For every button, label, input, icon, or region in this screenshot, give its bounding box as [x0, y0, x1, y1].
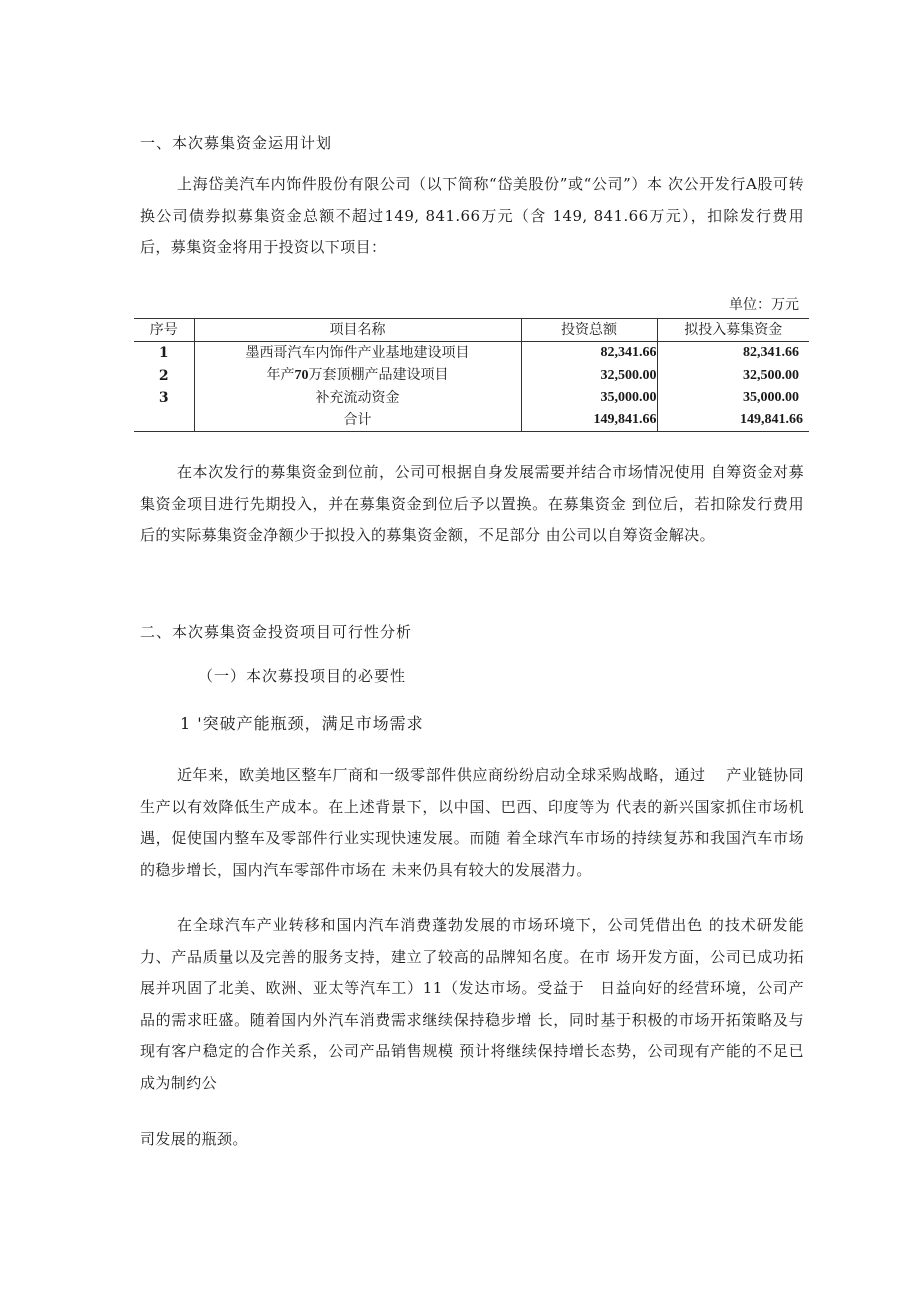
section-2-paragraph-2: 在全球汽车产业转移和国内汽车消费蓬勃发展的市场环境下，公司凭借出色 的技术研发能力、产品质量以及完善的服务支持，建立了较高的品牌知名度。在市 场开发方面，公司已成功拓展并巩固了北美、欧洲、亚太等汽车工）11（发达市场。受益于 日益向好的经营环境，公司产品的需求旺盛。随着国内外汽车消费需求继续保持稳步增 长，同时基于积极的市场开拓策略及与现有客户稳定的合作关系，公司产品销售规模 预计将继续保持增长态势，公司现有产能的不足已成为制约公: [140, 916, 804, 1092]
table-header-row: [134, 319, 809, 342]
section-2-subheading: （一）本次募投项目的必要性: [198, 667, 407, 685]
row-total: 35,000.00: [521, 387, 657, 409]
header-project-name: 项目名称: [194, 319, 521, 342]
row-seq: 3: [158, 390, 169, 406]
row-total-label: 合计: [194, 409, 521, 432]
header-raised-funds: 拟投入募集资金: [657, 319, 809, 342]
section-2-paragraph-2-tail: 司发展的瓶颈。: [140, 1130, 248, 1148]
section-2-paragraph-1: 近年来，欧美地区整车厂商和一级零部件供应商纷纷启动全球采购战略，通过 产业链协同生产以有效降低生产成本。在上述背景下，以中国、巴西、印度等为 代表的新兴国家抓住市场机遇，促使国内整车及零部件行业实现快速发展。而随 着全球汽车市场的持续复苏和我国汽车市场的稳步增长，国内汽车零部件市场在 未来仍具有较大的发展潜力。: [140, 766, 804, 879]
section-2-heading: 二、本次募集资金投资项目可行性分析: [140, 623, 413, 641]
table-unit-label: 单位：万元: [729, 297, 799, 313]
section-2-point-title: 1 '突破产能瓶颈，满足市场需求: [180, 714, 424, 733]
section-1-paragraph: 上海岱美汽车内饰件股份有限公司（以下简称“岱美股份”或“公司”）本 次公开发行A股可转换公司债券拟募集资金总额不超过149, 841.66万元（含 149, 841.66万元），扣除发行费用后，募集资金将用于投资以下项目：: [140, 175, 804, 256]
header-seq: 序号: [134, 319, 194, 342]
row-seq: 1: [158, 345, 169, 361]
row-project-name: [194, 364, 521, 387]
row-raised: 149,841.66: [657, 409, 809, 432]
row-raised: 35,000.00: [657, 387, 809, 409]
row-project-name-suffix: 万套顶棚产品建设项目: [308, 367, 449, 383]
row-project-name: 墨西哥汽车内饰件产业基地建设项目: [194, 342, 521, 365]
row-project-name-prefix: 年产: [266, 367, 295, 383]
row-raised: 82,341.66: [657, 342, 809, 365]
table-row: [134, 387, 809, 409]
fund-usage-table: [134, 318, 809, 432]
row-project-name: 补充流动资金: [194, 387, 521, 409]
section-1-heading: 一、本次募集资金运用计划: [140, 134, 333, 152]
row-total: 32,500.00: [521, 364, 657, 387]
table-row: [134, 364, 809, 387]
row-seq: 2: [158, 367, 169, 384]
row-project-name-number: 70: [294, 368, 309, 383]
row-raised: 32,500.00: [657, 364, 809, 387]
paragraph-after-table: 在本次发行的募集资金到位前，公司可根据自身发展需要并结合市场情况使用 自筹资金对募集资金项目进行先期投入，并在募集资金到位后予以置换。在募集资金 到位后，若扣除发行费用后的实际募集资金净额少于拟投入的募集资金额，不足部分 由公司以自筹资金解决。: [140, 463, 804, 544]
header-total-investment: 投资总额: [521, 319, 657, 342]
table-total-row: [134, 409, 809, 432]
row-total: 149,841.66: [521, 409, 657, 432]
table-row: [134, 342, 809, 365]
row-total: 82,341.66: [521, 342, 657, 365]
row-seq: [134, 409, 194, 432]
